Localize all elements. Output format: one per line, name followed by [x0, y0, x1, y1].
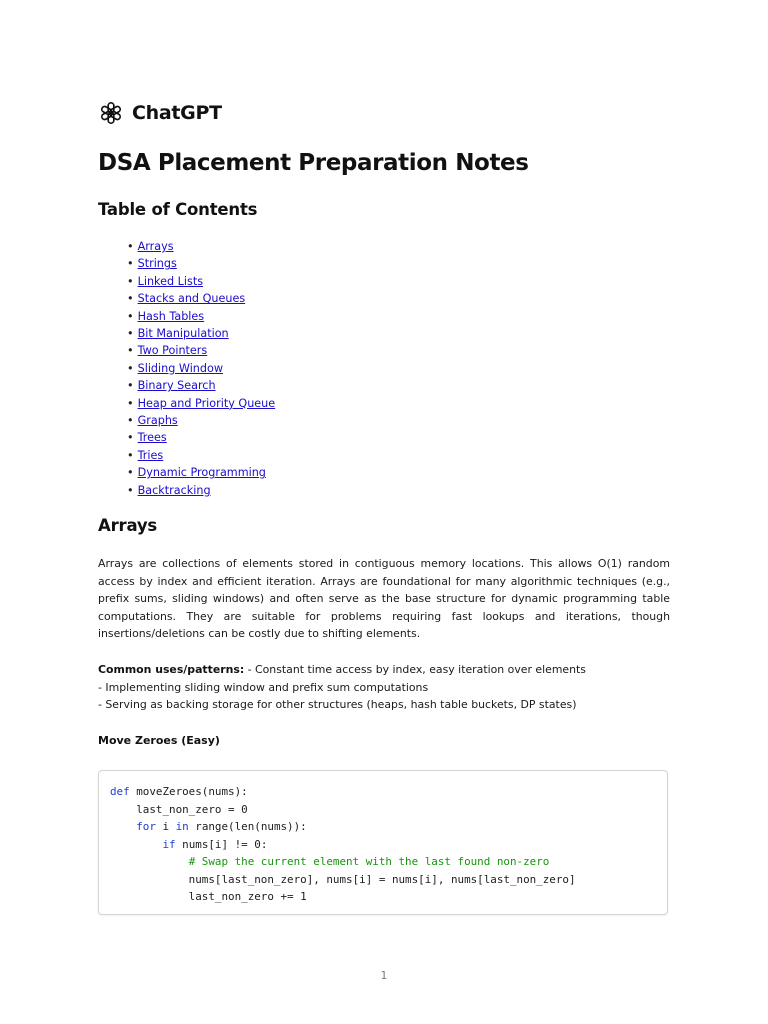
toc-item [127, 342, 275, 359]
toc-item [127, 464, 275, 481]
toc-link-trees[interactable]: Trees [137, 431, 167, 445]
brand-name: ChatGPT [132, 102, 222, 124]
toc-bullet: • [127, 240, 134, 253]
toc-item [127, 308, 275, 325]
code-text: nums[i] != 0: [175, 837, 268, 851]
document-title: DSA Placement Preparation Notes [98, 150, 529, 176]
common-uses-line: - Implementing sliding window and prefix sum computations [98, 680, 429, 694]
toc-heading: Table of Contents [98, 200, 258, 219]
toc-item [127, 255, 275, 272]
toc-bullet: • [127, 379, 134, 393]
toc-bullet: • [127, 396, 134, 410]
toc-bullet: • [127, 292, 134, 306]
toc-link-bit-manipulation[interactable]: Bit Manipulation [137, 327, 229, 341]
code-line: last_non_zero += 1 [110, 890, 307, 903]
code-block [98, 770, 668, 915]
code-comment: # Swap the current element with the last found non-zero [188, 855, 550, 868]
toc-item [127, 447, 275, 464]
toc-item [127, 290, 275, 307]
toc-item [127, 482, 275, 499]
toc-link-binary-search[interactable]: Binary Search [137, 379, 216, 393]
toc-item [127, 325, 275, 342]
common-uses [98, 661, 670, 714]
code-keyword: for [136, 820, 156, 833]
toc-item [127, 377, 275, 394]
code-line [110, 818, 576, 836]
toc-item [127, 360, 275, 377]
code-keyword: in [175, 820, 189, 833]
toc-bullet: • [127, 361, 134, 375]
toc-bullet: • [127, 309, 134, 323]
toc-item [127, 395, 275, 412]
code-text: i [155, 820, 176, 833]
toc-bullet: • [127, 431, 134, 445]
code-indent [110, 855, 189, 868]
toc-link-heap-and-priority-queue[interactable]: Heap and Priority Queue [137, 396, 276, 410]
common-uses-line [98, 661, 670, 679]
toc-item [127, 412, 275, 429]
toc-link-graphs[interactable]: Graphs [137, 414, 178, 428]
toc-bullet: • [127, 414, 134, 428]
code-indent [110, 820, 136, 833]
arrays-heading: Arrays [98, 516, 158, 535]
common-uses-first: - Constant time access by index, easy iteration over elements [244, 663, 586, 676]
code-text: moveZeroes(nums): [129, 785, 248, 798]
toc-bullet: • [127, 344, 134, 358]
problem-title: Move Zeroes (Easy) [98, 734, 220, 747]
toc-bullet: • [127, 274, 134, 288]
toc-link-hash-tables[interactable]: Hash Tables [137, 309, 205, 323]
code-line: last_non_zero = 0 [110, 802, 248, 816]
toc-link-tries[interactable]: Tries [137, 448, 164, 462]
toc-link-two-pointers[interactable]: Two Pointers [137, 344, 208, 358]
toc-bullet: • [127, 257, 134, 271]
common-uses-line: - Serving as backing storage for other structures (heaps, hash table buckets, DP states) [98, 698, 577, 711]
toc-bullet: • [127, 483, 134, 497]
code-keyword: def [110, 785, 130, 798]
toc-link-strings[interactable]: Strings [137, 257, 177, 271]
code-line [110, 836, 576, 854]
toc-item [127, 429, 275, 446]
code-text: range(len(nums)): [188, 820, 307, 833]
page-number: 1 [380, 970, 388, 982]
code-indent [110, 838, 162, 851]
toc-item [127, 273, 275, 290]
toc-link-linked-lists[interactable]: Linked Lists [137, 274, 204, 288]
code-line [110, 783, 576, 801]
toc-link-dynamic-programming[interactable]: Dynamic Programming [137, 466, 266, 480]
arrays-paragraph: Arrays are collections of elements stored in contiguous memory locations. This allows O(1) random access by index and efficient iteration. Arrays are foundational for many algorithmic techniques (e.g., prefix sums, sliding windows) and often serve as the base structure for dynamic programming table computations. They are suitable for problems requiring fast lookups and iterations, though insertions/deletions can be costly due to shifting elements. [98, 557, 670, 640]
toc-list [127, 238, 275, 499]
common-uses-label: Common uses/patterns: [98, 663, 245, 676]
toc-bullet: • [127, 327, 134, 341]
toc-item [127, 238, 275, 255]
toc-link-arrays[interactable]: Arrays [137, 240, 174, 253]
toc-link-sliding-window[interactable]: Sliding Window [137, 361, 223, 375]
brand-header [98, 100, 222, 126]
code-line: nums[last_non_zero], nums[i] = nums[i], nums[last_non_zero] [110, 872, 576, 886]
code-content [110, 783, 576, 906]
toc-link-backtracking[interactable]: Backtracking [137, 483, 211, 497]
code-keyword: if [162, 837, 176, 851]
code-line [110, 853, 576, 871]
openai-logo-icon [98, 100, 124, 126]
toc-bullet: • [127, 466, 134, 480]
toc-bullet: • [127, 448, 134, 462]
toc-link-stacks-and-queues[interactable]: Stacks and Queues [137, 292, 246, 306]
